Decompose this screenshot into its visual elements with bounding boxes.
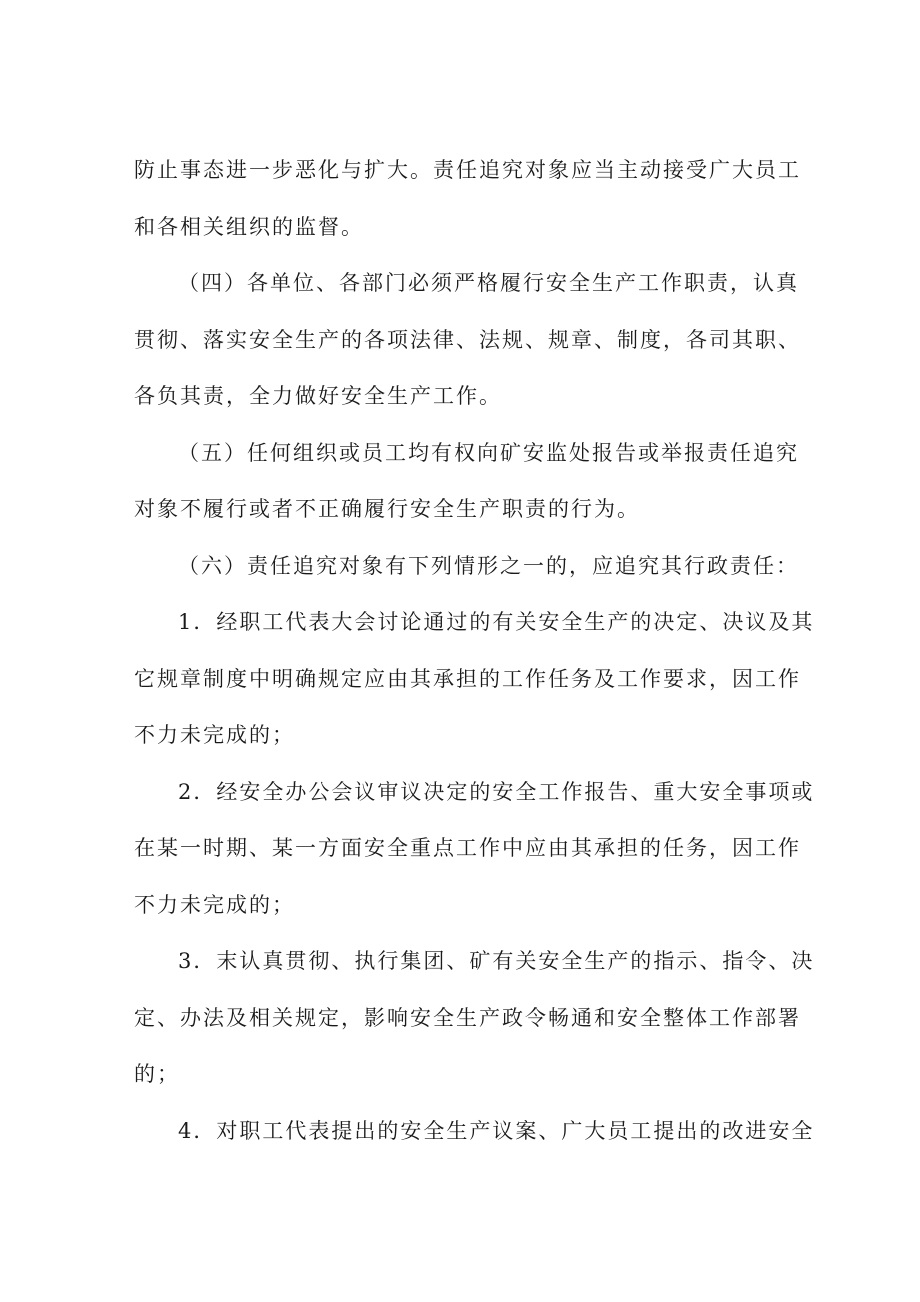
- text-line: （四）各单位、各部门必须严格履行安全生产工作职责，认真: [178, 271, 799, 295]
- text-line: 各负其责，全力做好安全生产工作。: [134, 384, 502, 408]
- paragraph-item-6: [134, 538, 814, 595]
- text-line: 和各相关组织的监督。: [134, 214, 364, 239]
- text-line: 对象不履行或者不正确履行安全生产职责的行为。: [134, 497, 640, 521]
- text-line: 3．末认真贯彻、执行集团、矿有关安全生产的指示、指令、决: [178, 949, 815, 973]
- text-line: 1．经职工代表大会讨论通过的有关安全生产的决定、决议及其: [178, 610, 815, 634]
- text-line: 4．对职工代表提出的安全生产议案、广大员工提出的改进安全: [178, 1118, 815, 1143]
- text-line: 的；: [134, 1062, 180, 1086]
- text-line: 防止事态进一步恶化与扩大。责任追究对象应当主动接受广大员工: [134, 158, 801, 182]
- text-line: 它规章制度中明确规定应由其承担的工作任务及工作要求，因工作: [134, 666, 801, 691]
- paragraph-item-5: [134, 425, 814, 538]
- text-line: 不力未完成的；: [134, 723, 295, 747]
- text-line: （六）责任追究对象有下列情形之一的，应追究其行政责任：: [178, 553, 799, 578]
- list-item-2: [134, 764, 814, 934]
- text-line: 不力未完成的；: [134, 892, 295, 917]
- text-line: 2．经安全办公会议审议决定的安全工作报告、重大安全事项或: [178, 779, 815, 804]
- list-item-1: [134, 594, 814, 764]
- document-body: [134, 142, 814, 1159]
- paragraph-item-4: [134, 255, 814, 425]
- text-line: 在某一时期、某一方面安全重点工作中应由其承担的任务，因工作: [134, 836, 801, 860]
- paragraph-continued: [134, 142, 814, 255]
- text-line: （五）任何组织或员工均有权向矿安监处报告或举报责任追究: [178, 440, 799, 465]
- list-item-4: [134, 1103, 814, 1160]
- list-item-3: [134, 933, 814, 1103]
- text-line: 定、办法及相关规定，影响安全生产政令畅通和安全整体工作部署: [134, 1005, 801, 1030]
- text-line: 贯彻、落实安全生产的各项法律、法规、规章、制度，各司其职、: [134, 327, 801, 352]
